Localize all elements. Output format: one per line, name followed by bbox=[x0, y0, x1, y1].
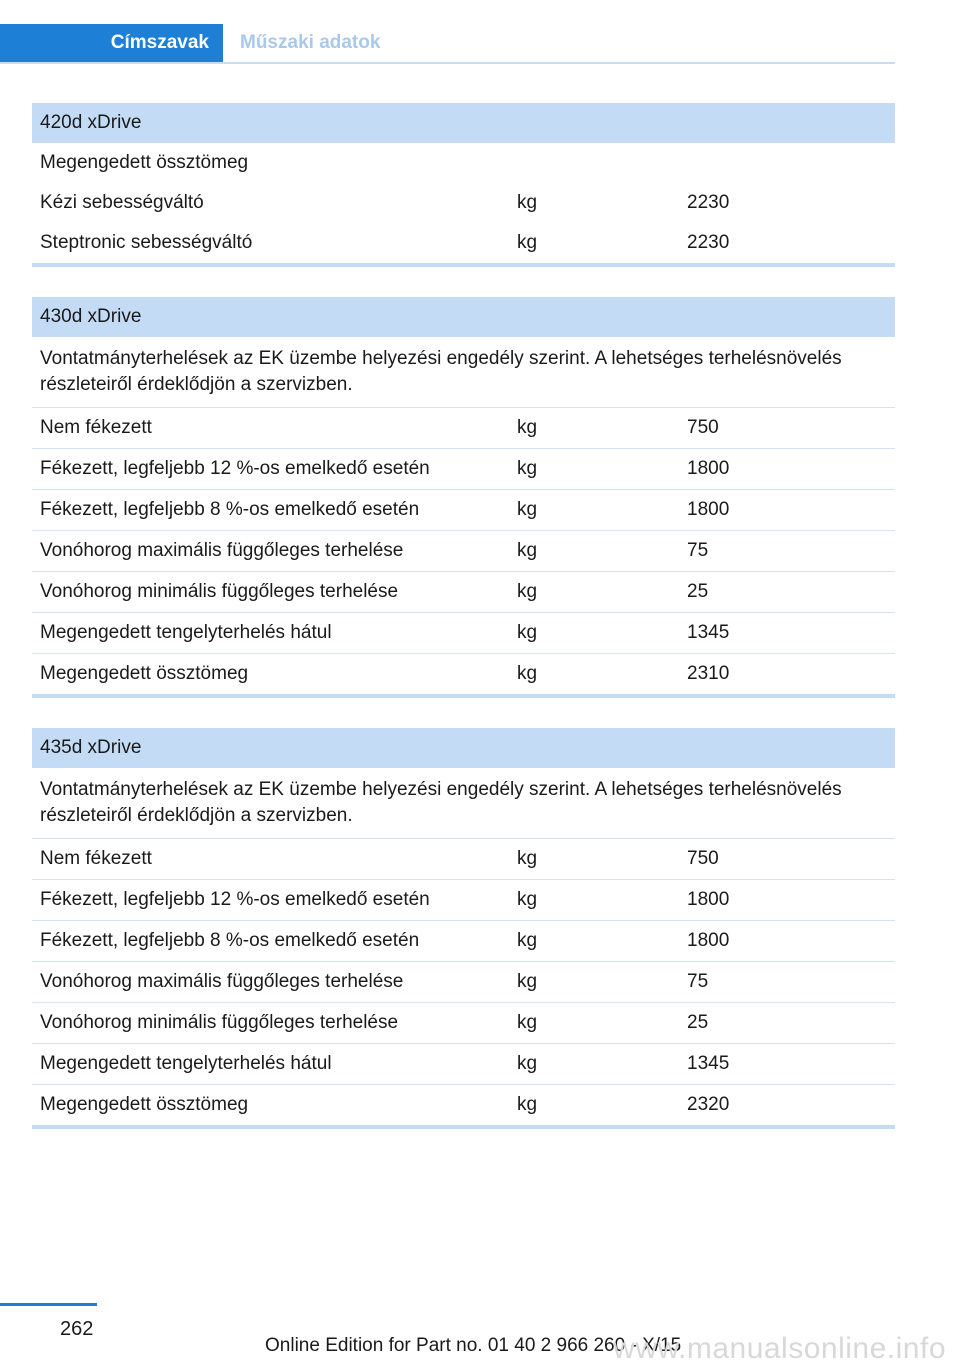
row-unit: kg bbox=[517, 192, 538, 213]
table-end-rule bbox=[32, 1125, 895, 1129]
row-unit: kg bbox=[517, 1053, 538, 1074]
table-row bbox=[32, 1002, 895, 1043]
row-label: Nem fékezett bbox=[40, 417, 152, 438]
row-value: 2230 bbox=[687, 232, 730, 253]
table-row bbox=[32, 407, 895, 448]
row-unit: kg bbox=[517, 499, 538, 520]
table-end-rule bbox=[32, 263, 895, 267]
tab-muszaki-adatok[interactable]: Műszaki adatok bbox=[240, 32, 381, 53]
table-row bbox=[32, 1043, 895, 1084]
row-value: 1345 bbox=[687, 622, 730, 643]
row-value: 75 bbox=[687, 540, 709, 561]
table-435d bbox=[32, 728, 895, 1129]
row-value: 25 bbox=[687, 1012, 709, 1033]
table-row bbox=[32, 571, 895, 612]
table-row bbox=[32, 879, 895, 920]
table-end-rule bbox=[32, 694, 895, 698]
row-value: 750 bbox=[687, 417, 719, 438]
row-unit: kg bbox=[517, 417, 538, 438]
row-value: 1800 bbox=[687, 499, 730, 520]
row-unit: kg bbox=[517, 971, 538, 992]
table-row bbox=[32, 183, 895, 223]
row-value: 1345 bbox=[687, 1053, 730, 1074]
row-value: 1800 bbox=[687, 930, 730, 951]
row-label: Megengedett tengelyterhelés hátul bbox=[40, 1053, 332, 1074]
row-label: Steptronic sebességváltó bbox=[40, 232, 253, 253]
row-label: Kézi sebességváltó bbox=[40, 192, 204, 213]
row-value: 2230 bbox=[687, 192, 730, 213]
row-label: Vonóhorog maximális függőleges terhelése bbox=[40, 971, 404, 992]
table-row bbox=[32, 489, 895, 530]
row-unit: kg bbox=[517, 1094, 538, 1115]
row-unit: kg bbox=[517, 930, 538, 951]
table-title: 435d xDrive bbox=[32, 728, 895, 768]
table-row bbox=[32, 838, 895, 879]
row-label: Megengedett tengelyterhelés hátul bbox=[40, 622, 332, 643]
table-row bbox=[32, 612, 895, 653]
tab-cimszavak[interactable]: Címszavak bbox=[0, 24, 223, 62]
row-label: Fékezett, legfeljebb 12 %-os emelkedő esetén bbox=[40, 889, 430, 910]
row-label: Fékezett, legfeljebb 8 %-os emelkedő esetén bbox=[40, 499, 420, 520]
row-unit: kg bbox=[517, 458, 538, 479]
row-unit: kg bbox=[517, 622, 538, 643]
row-label: Fékezett, legfeljebb 8 %-os emelkedő esetén bbox=[40, 930, 420, 951]
page-number-rule bbox=[0, 1303, 97, 1306]
table-title: 420d xDrive bbox=[32, 103, 895, 143]
row-value: 1800 bbox=[687, 889, 730, 910]
table-row bbox=[32, 653, 895, 694]
table-row bbox=[32, 1084, 895, 1125]
table-note: Vontatmányterhelések az EK üzembe helyezési engedély szerint. A lehetséges terhelésnövelés részleteiről érdeklődjön a szervizben. bbox=[40, 348, 842, 395]
spec-tables bbox=[32, 103, 895, 1159]
row-label: Vonóhorog maximális függőleges terhelése bbox=[40, 540, 404, 561]
table-subheading-row bbox=[32, 143, 895, 183]
table-row bbox=[32, 223, 895, 263]
table-title: 430d xDrive bbox=[32, 297, 895, 337]
row-unit: kg bbox=[517, 1012, 538, 1033]
table-note: Vontatmányterhelések az EK üzembe helyezési engedély szerint. A lehetséges terhelésnövelés részleteiről érdeklődjön a szervizben. bbox=[40, 779, 842, 826]
row-unit: kg bbox=[517, 581, 538, 602]
table-subheading: Megengedett össztömeg bbox=[40, 152, 249, 173]
row-value: 25 bbox=[687, 581, 709, 602]
row-value: 2310 bbox=[687, 663, 730, 684]
row-label: Vonóhorog minimális függőleges terhelése bbox=[40, 581, 399, 602]
edition-footer: Online Edition for Part no. 01 40 2 966 260 - X/15 bbox=[265, 1335, 682, 1356]
row-value: 75 bbox=[687, 971, 709, 992]
table-430d bbox=[32, 297, 895, 698]
header-tabs bbox=[0, 24, 895, 64]
row-value: 750 bbox=[687, 848, 719, 869]
watermark: www.manualsonline.info bbox=[613, 1332, 946, 1365]
row-unit: kg bbox=[517, 663, 538, 684]
row-unit: kg bbox=[517, 848, 538, 869]
page-number: 262 bbox=[60, 1318, 94, 1340]
row-label: Fékezett, legfeljebb 12 %-os emelkedő esetén bbox=[40, 458, 430, 479]
row-unit: kg bbox=[517, 889, 538, 910]
table-row bbox=[32, 961, 895, 1002]
row-unit: kg bbox=[517, 232, 538, 253]
row-label: Megengedett össztömeg bbox=[40, 663, 249, 684]
row-label: Nem fékezett bbox=[40, 848, 152, 869]
row-label: Megengedett össztömeg bbox=[40, 1094, 249, 1115]
row-value: 2320 bbox=[687, 1094, 730, 1115]
table-row bbox=[32, 530, 895, 571]
table-row bbox=[32, 448, 895, 489]
table-row bbox=[32, 920, 895, 961]
row-label: Vonóhorog minimális függőleges terhelése bbox=[40, 1012, 399, 1033]
table-420d bbox=[32, 103, 895, 267]
row-value: 1800 bbox=[687, 458, 730, 479]
row-unit: kg bbox=[517, 540, 538, 561]
